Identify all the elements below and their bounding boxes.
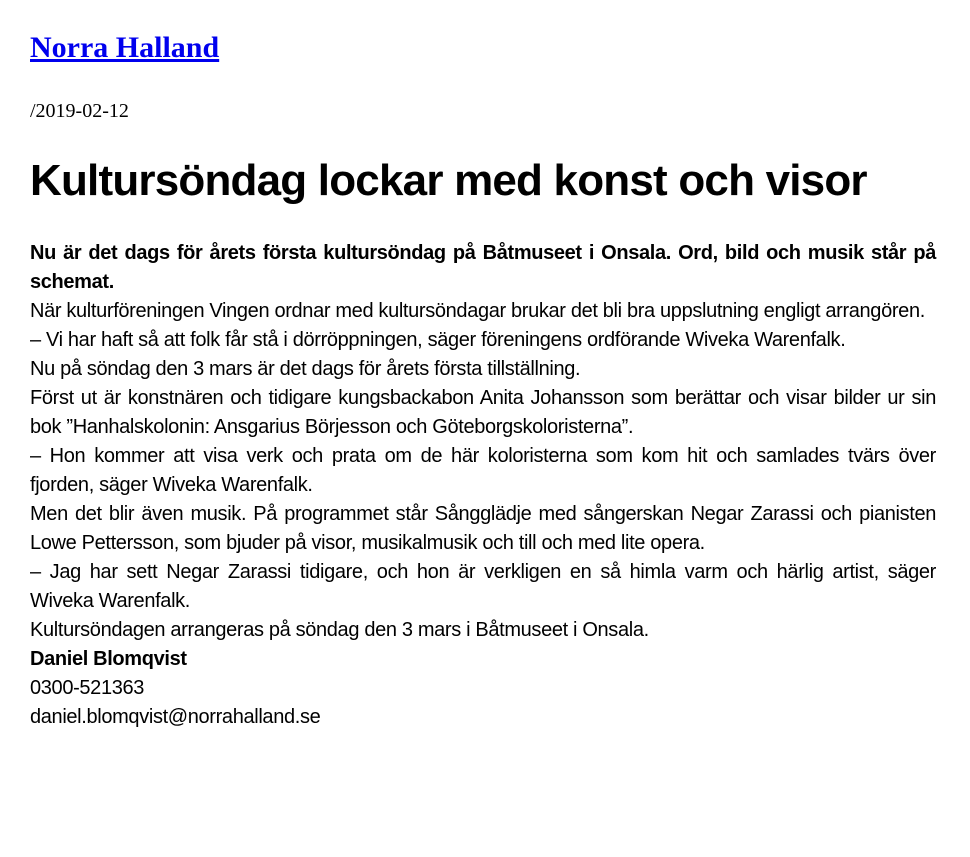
article-paragraph: – Hon kommer att visa verk och prata om de här koloristerna som kom hit och samlades tvärs över fjorden, säger Wiveka Warenfalk. <box>30 445 936 496</box>
article-paragraph: Men det blir även musik. På programmet står Sångglädje med sångerskan Negar Zarassi och pianisten Lowe Pettersson, som bjuder på visor, musikalmusik och till och med lite opera. <box>30 503 936 554</box>
article-body <box>30 239 936 732</box>
author-email: daniel.blomqvist@norrahalland.se <box>30 706 321 728</box>
article-paragraph: Först ut är konstnären och tidigare kungsbackabon Anita Johansson som berättar och visar bilder ur sin bok ”Hanhalskolonin: Ansgarius Börjesson och Göteborgskoloristerna”. <box>30 387 936 438</box>
article-paragraph: Nu på söndag den 3 mars är det dags för årets första tillställning. <box>30 358 581 380</box>
author-phone: 0300-521363 <box>30 677 145 699</box>
source-link[interactable]: Norra Halland <box>30 31 220 64</box>
author-name: Daniel Blomqvist <box>30 648 187 670</box>
article-headline: Kultursöndag lockar med konst och visor <box>30 156 867 205</box>
article-paragraph: – Jag har sett Negar Zarassi tidigare, och hon är verkligen en så himla varm och härlig artist, säger Wiveka Warenfalk. <box>30 561 936 612</box>
article-paragraph: – Vi har haft så att folk får stå i dörröppningen, säger föreningens ordförande Wiveka Warenfalk. <box>30 329 846 351</box>
article-lead: Nu är det dags för årets första kultursöndag på Båtmuseet i Onsala. Ord, bild och musik står på schemat. <box>30 242 936 293</box>
article-paragraph: När kulturföreningen Vingen ordnar med kultursöndagar brukar det bli bra uppslutning engligt arrangören. <box>30 300 925 322</box>
article-paragraph: Kultursöndagen arrangeras på söndag den 3 mars i Båtmuseet i Onsala. <box>30 619 649 641</box>
publish-date: /2019-02-12 <box>30 100 129 122</box>
